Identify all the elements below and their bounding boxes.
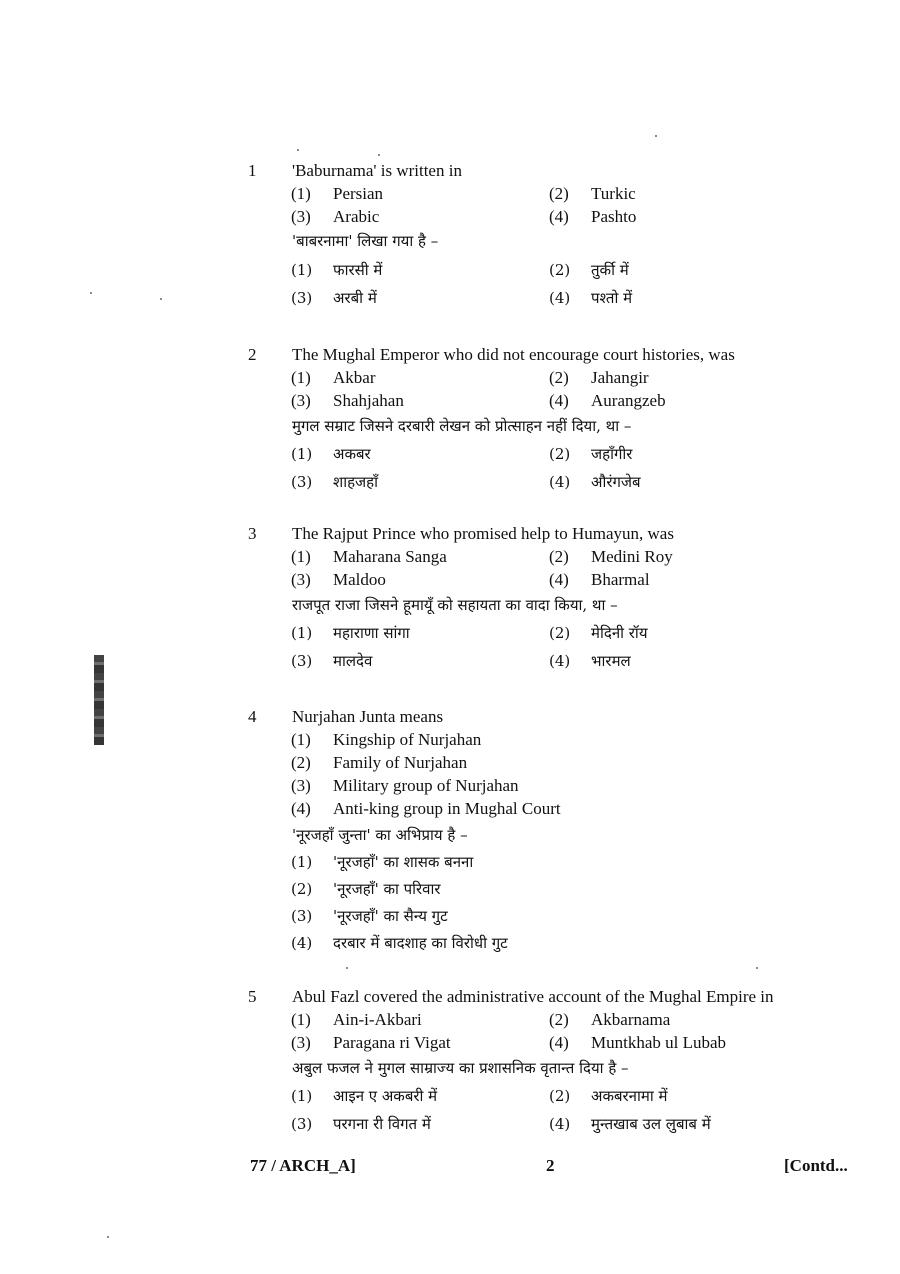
option-text: Persian	[333, 184, 384, 203]
option-2-english	[549, 183, 636, 205]
option-text: मुन्तखाब उल लुबाब में	[591, 1115, 711, 1133]
option-4-hindi	[549, 649, 631, 673]
option-1-english	[291, 183, 383, 205]
option-3-english	[291, 569, 386, 591]
question-text-hindi: मुगल सम्राट जिसने दरबारी लेखन को प्रोत्साहन नहीं दिया, था –	[292, 417, 632, 435]
option-text: महाराणा सांगा	[333, 624, 410, 642]
option-text: Turkic	[591, 184, 636, 203]
scan-speck	[160, 298, 162, 300]
paper-code: 77 / ARCH_A]	[250, 1156, 356, 1175]
question-number: 5	[248, 987, 257, 1006]
option-text: मालदेव	[333, 652, 373, 670]
option-1-hindi	[291, 850, 473, 874]
option-text: Ain-i-Akbari	[333, 1010, 422, 1029]
option-number: (3)	[291, 652, 313, 670]
option-text: Military group of Nurjahan	[333, 776, 519, 795]
option-number: (1)	[291, 547, 311, 566]
question-text-english: The Rajput Prince who promised help to Humayun, was	[292, 524, 674, 543]
option-2-hindi	[549, 1084, 667, 1108]
option-text: अरबी में	[333, 289, 377, 307]
option-text: फारसी में	[333, 261, 383, 279]
option-number: (1)	[291, 1087, 313, 1105]
option-number: (4)	[549, 473, 571, 491]
option-number: (3)	[291, 391, 311, 410]
question-text-hindi: राजपूत राजा जिसने हूमायूँ को सहायता का वादा किया, था –	[292, 596, 618, 614]
page-number: 2	[546, 1156, 555, 1175]
option-text: Akbar	[333, 368, 376, 387]
option-number: (3)	[291, 473, 313, 491]
question-number: 1	[248, 161, 257, 180]
option-text: Medini Roy	[591, 547, 673, 566]
option-number: (4)	[549, 570, 569, 589]
option-1-hindi	[291, 258, 382, 282]
option-number: (2)	[549, 547, 569, 566]
scan-speck	[107, 1236, 109, 1238]
option-number: (3)	[291, 207, 311, 226]
option-number: (3)	[291, 1033, 311, 1052]
continued-label: [Contd...	[784, 1156, 848, 1175]
option-text: Paragana ri Vigat	[333, 1033, 451, 1052]
option-text: शाहजहाँ	[333, 473, 379, 491]
option-text: Arabic	[333, 207, 380, 226]
question-text-hindi: अबुल फजल ने मुगल साम्राज्य का प्रशासनिक वृतान्त दिया है –	[292, 1059, 629, 1077]
option-2-english	[549, 1009, 670, 1031]
option-text: Bharmal	[591, 570, 650, 589]
option-number: (2)	[549, 368, 569, 387]
question-text-hindi: 'बाबरनामा' लिखा गया है –	[292, 232, 439, 250]
option-3-hindi	[291, 286, 377, 310]
option-number: (4)	[291, 934, 313, 952]
option-1-hindi	[291, 1084, 437, 1108]
option-number: (2)	[549, 261, 571, 279]
option-text: Anti-king group in Mughal Court	[333, 799, 561, 818]
question-number: 3	[248, 524, 257, 543]
option-3-hindi	[291, 649, 372, 673]
option-number: (2)	[549, 624, 571, 642]
scan-speck	[655, 135, 657, 137]
option-text: Muntkhab ul Lubab	[591, 1033, 727, 1052]
scan-speck	[346, 967, 348, 969]
option-text: Jahangir	[591, 368, 649, 387]
option-2-english	[549, 367, 649, 389]
option-text: Aurangzeb	[591, 391, 666, 410]
option-text: Family of Nurjahan	[333, 753, 468, 772]
option-3-english	[291, 775, 519, 797]
option-1-english	[291, 367, 375, 389]
option-2-hindi	[291, 877, 441, 901]
option-number: (1)	[291, 368, 311, 387]
option-number: (2)	[549, 1087, 571, 1105]
scan-speck	[90, 292, 92, 294]
option-number: (3)	[291, 570, 311, 589]
option-number: (1)	[291, 1010, 311, 1029]
option-text: भारमल	[591, 652, 631, 670]
question-number: 2	[248, 345, 257, 364]
option-text: Pashto	[591, 207, 637, 226]
option-1-english	[291, 729, 481, 751]
option-number: (2)	[291, 753, 311, 772]
option-number: (1)	[291, 445, 313, 463]
option-number: (2)	[549, 1010, 569, 1029]
option-2-hindi	[549, 258, 629, 282]
option-4-hindi	[549, 1112, 711, 1136]
scan-speck	[297, 149, 299, 151]
option-number: (1)	[291, 261, 313, 279]
option-text: 'नूरजहाँ' का परिवार	[333, 880, 441, 898]
option-text: तुर्की में	[591, 261, 629, 279]
option-text: पश्तो में	[591, 289, 633, 307]
option-number: (4)	[549, 207, 569, 226]
option-3-english	[291, 1032, 451, 1054]
option-4-hindi	[291, 931, 508, 955]
option-2-english	[549, 546, 673, 568]
option-3-hindi	[291, 904, 448, 928]
option-text: परगना री विगत में	[333, 1115, 431, 1133]
option-text: Maharana Sanga	[333, 547, 447, 566]
option-text: अकबर	[333, 445, 371, 463]
option-4-english	[549, 206, 636, 228]
option-number: (1)	[291, 853, 313, 871]
option-text: अकबरनामा में	[591, 1087, 668, 1105]
question-text-english: The Mughal Emperor who did not encourage court histories, was	[292, 345, 735, 364]
option-number: (4)	[549, 652, 571, 670]
option-4-hindi	[549, 470, 641, 494]
option-text: मेदिनी रॉय	[591, 624, 648, 642]
option-4-english	[291, 798, 561, 820]
option-number: (4)	[549, 1033, 569, 1052]
option-1-hindi	[291, 442, 371, 466]
option-2-hindi	[549, 621, 648, 645]
option-text: औरंगजेब	[591, 473, 641, 491]
option-2-hindi	[549, 442, 632, 466]
option-number: (4)	[549, 391, 569, 410]
option-number: (4)	[291, 799, 311, 818]
option-2-english	[291, 752, 467, 774]
option-text: 'नूरजहाँ' का शासक बनना	[333, 853, 474, 871]
option-number: (4)	[549, 1115, 571, 1133]
question-text-english: Nurjahan Junta means	[292, 707, 444, 726]
question-number: 4	[248, 707, 257, 726]
option-number: (3)	[291, 907, 313, 925]
option-3-english	[291, 390, 404, 412]
option-3-hindi	[291, 1112, 431, 1136]
option-number: (1)	[291, 184, 311, 203]
option-number: (1)	[291, 624, 313, 642]
option-text: दरबार में बादशाह का विरोधी गुट	[333, 934, 508, 952]
option-number: (3)	[291, 1115, 313, 1133]
option-3-english	[291, 206, 379, 228]
option-4-english	[549, 569, 650, 591]
option-text: Kingship of Nurjahan	[333, 730, 482, 749]
question-text-english: 'Baburnama' is written in	[292, 161, 462, 180]
scan-speck	[756, 967, 758, 969]
option-number: (2)	[549, 445, 571, 463]
option-number: (2)	[291, 880, 313, 898]
option-text: Akbarnama	[591, 1010, 671, 1029]
option-number: (3)	[291, 289, 313, 307]
option-4-english	[549, 1032, 726, 1054]
option-number: (4)	[549, 289, 571, 307]
option-1-english	[291, 546, 447, 568]
binding-mark	[94, 655, 104, 745]
option-number: (3)	[291, 776, 311, 795]
option-text: 'नूरजहाँ' का सैन्य गुट	[333, 907, 448, 925]
scan-speck	[378, 154, 380, 156]
option-number: (2)	[549, 184, 569, 203]
option-text: जहाँगीर	[591, 445, 633, 463]
option-4-english	[549, 390, 666, 412]
question-text-english: Abul Fazl covered the administrative account of the Mughal Empire in	[292, 987, 774, 1006]
option-3-hindi	[291, 470, 378, 494]
option-number: (1)	[291, 730, 311, 749]
question-text-hindi: 'नूरजहाँ जुन्ता' का अभिप्राय है –	[292, 826, 468, 844]
option-text: Maldoo	[333, 570, 386, 589]
option-text: आइन ए अकबरी में	[333, 1087, 438, 1105]
option-4-hindi	[549, 286, 632, 310]
option-1-hindi	[291, 621, 410, 645]
option-1-english	[291, 1009, 422, 1031]
option-text: Shahjahan	[333, 391, 404, 410]
